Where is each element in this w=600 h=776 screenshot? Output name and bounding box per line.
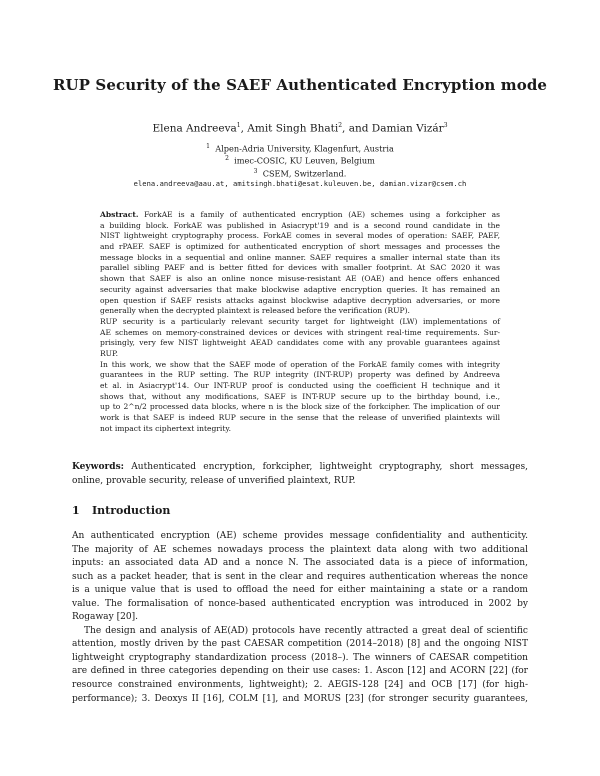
body-line: resource constrained environments, lightweight); 2. AEGIS-128 [24] and OCB [17] (for high-: [72, 680, 528, 691]
section-number: 1: [72, 504, 80, 517]
abstract-line: et al. in Asiacrypt'14. Our INT-RUP proof is conducted using the coefficient H technique and it: [100, 381, 500, 390]
body-line: value. The formalisation of nonce-based authenticated encryption was introduced in 2002 by: [72, 598, 528, 609]
author-name: Elena Andreeva: [152, 122, 237, 135]
intro-paragraph-2: [72, 625, 528, 706]
abstract: [100, 210, 500, 434]
abstract-line: parallel sibling PAEF and is better fitted for devices with smaller footprint. At SAC 2020 it was: [100, 263, 500, 273]
affiliation: [0, 142, 600, 154]
author-mark: 3: [443, 122, 448, 129]
abstract-line: open question if SAEF resists attacks against blockwise adaptive decryption adversaries, or more: [100, 295, 500, 305]
affiliation-text: imec-COSIC, KU Leuven, Belgium: [234, 156, 375, 167]
body-line: An authenticated encryption (AE) scheme provides message confidentiality and authenticity.: [72, 531, 528, 541]
affiliation-mark: 2: [225, 155, 229, 163]
keywords-line: online, provable security, release of unverified plaintext, RUP.: [72, 475, 356, 486]
abstract-line: a building block. ForkAE was published in Asiacrypt'19 and is a second round candidate in the: [100, 220, 500, 230]
affiliation-mark: 3: [253, 167, 258, 175]
abstract-line: work is that SAEF is indeed RUP secure in the sense that the release of unverified plaintexts will: [100, 413, 500, 423]
abstract-line: prisingly, very few NIST lightweight AEAD candidates come with any provable guarantees against: [100, 338, 500, 348]
abstract-paragraph-1: [100, 210, 500, 317]
abstract-line: Abstract. ForkAE is a family of authenticated encryption (AE) schemes using a forkcipher as: [100, 210, 500, 219]
abstract-label: Abstract.: [100, 210, 139, 219]
body-line: is a unique value that is used to offload the need for either maintaining a state or a random: [72, 585, 528, 596]
affiliation: [0, 167, 600, 179]
author-name: Amit Singh Bhati: [247, 122, 339, 135]
abstract-line: not impact its ciphertext integrity.: [100, 423, 232, 433]
affiliation-list: [0, 142, 600, 190]
abstract-line: NIST lightweight cryptography process. ForkAE comes in several modes of operation: SAEF, PAEF,: [100, 231, 500, 241]
affiliation-text: Alpen-Adria University, Klagenfurt, Austria: [215, 143, 394, 154]
body-line: lightweight cryptography standardization process (2018–). The winners of CAESAR competition: [72, 652, 528, 663]
author-name: Damian Vizár: [371, 122, 444, 135]
abstract-line: RUP security is a particularly relevant security target for lightweight (LW) implementations of: [100, 316, 500, 326]
abstract-paragraph-2: [100, 317, 500, 360]
keywords-line: Keywords: Authenticated encryption, forkcipher, lightweight cryptography, short messages,: [72, 462, 528, 472]
body-line: performance); 3. Deoxys II [16], COLM [1], and MORUS [23] (for stronger security guarantees,: [72, 693, 528, 704]
body-line: Rogaway [20].: [72, 612, 139, 623]
abstract-line: generally when the decrypted plaintext is released before the verification (RUP).: [100, 306, 410, 316]
abstract-line: In this work, we show that the SAEF mode of operation of the ForkAE family comes with integrity: [100, 359, 500, 369]
abstract-line: guarantees in the RUP setting. The RUP integrity (INT-RUP) property was defined by Andreeva: [100, 370, 500, 380]
abstract-paragraph-3: [100, 360, 500, 435]
body-line: The majority of AE schemes nowadays process the plaintext data along with two additional: [72, 544, 528, 555]
author-mark: 1: [236, 122, 241, 129]
section-title: Introduction: [92, 504, 171, 517]
affiliation-text: CSEM, Switzerland.: [262, 168, 347, 179]
author-list: [0, 122, 600, 135]
body-line: inputs: an associated data AD and a nonce N. The associated data is a piece of information,: [72, 558, 528, 569]
paper-title: RUP Security of the SAEF Authenticated Encryption mode: [52, 76, 548, 94]
body-line: are defined in three categories depending on their use cases: 1. Ascon [12] and ACORN [22] (for: [72, 666, 528, 677]
abstract-line: message blocks in a sequential and online manner. SAEF requires a smaller internal state than its: [100, 252, 500, 262]
author-mark: 2: [338, 122, 343, 129]
abstract-line: security against adversaries that make blockwise adaptive encryption queries. It has remained an: [100, 284, 500, 294]
affiliation-mark: 1: [206, 143, 210, 150]
intro-paragraph-1: [72, 530, 528, 625]
author-separator: , and: [342, 122, 372, 135]
abstract-line: RUP.: [100, 348, 118, 358]
author-emails: elena.andreeva@aau.at, amitsingh.bhati@esat.kuleuven.be, damian.vizar@csem.ch: [133, 178, 467, 188]
keywords-label: Keywords:: [72, 462, 125, 472]
body-line: such as a packet header, that is sent in the clear and requires authentication whereas the nonce: [72, 571, 528, 582]
affiliation: [0, 154, 600, 166]
abstract-line: shows that, without any modifications, SAEF is INT-RUP secure up to the birthday bound, i.e.,: [100, 391, 500, 401]
abstract-line: AE schemes on memory-constrained devices or devices with stringent real-time requirements. Sur-: [100, 327, 500, 337]
keywords: [72, 461, 528, 488]
author-separator: ,: [240, 122, 248, 135]
section-heading: [72, 504, 170, 517]
abstract-line: and rPAEF. SAEF is optimized for authenticated encryption of short messages and processes the: [100, 242, 500, 252]
abstract-line: up to 2^n/2 processed data blocks, where n is the block size of the forkcipher. The implication of our: [100, 402, 500, 412]
body-line: attention, mostly driven by the past CAESAR competition (2014–2018) [8] and the ongoing NIST: [72, 639, 528, 650]
abstract-line: shown that SAEF is also an online nonce misuse-resistant AE (OAE) and hence offers enhanced: [100, 274, 500, 284]
introduction-body: [72, 530, 528, 706]
body-line: The design and analysis of AE(AD) protocols have recently attracted a great deal of scientific: [84, 625, 528, 636]
